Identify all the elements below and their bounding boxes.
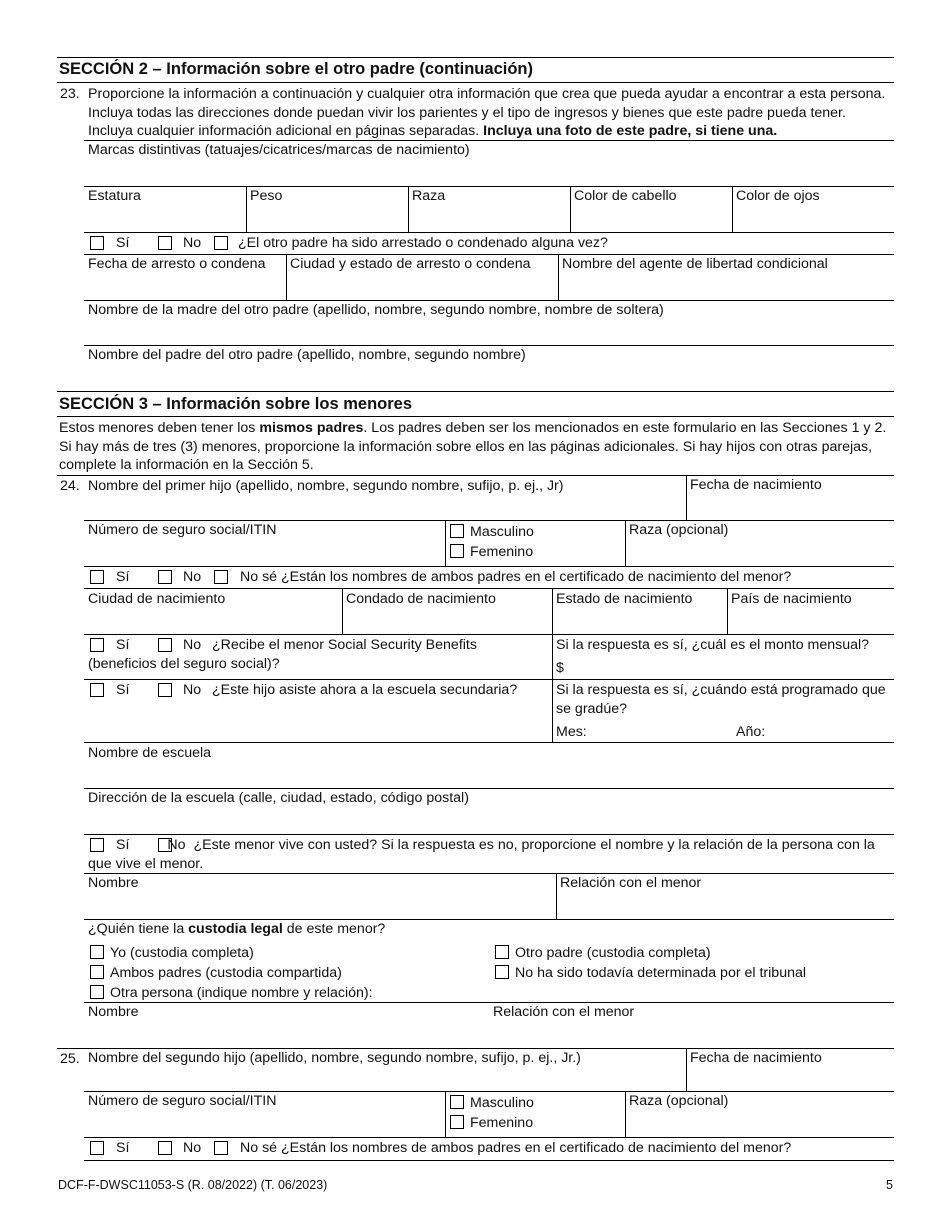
no-label: No	[183, 235, 202, 251]
divider	[342, 588, 343, 634]
monthly-amount-label: Si la respuesta es sí, ¿cuál es el monto mensual?	[556, 637, 870, 653]
rule	[84, 742, 894, 743]
graduation-month-label: Mes:	[556, 724, 587, 740]
lives-with-name-label: Nombre	[88, 875, 139, 891]
custody-other-person-checkbox[interactable]	[90, 985, 104, 999]
distinguishing-marks-label: Marcas distintivas (tatuajes/cicatrices/marcas de nacimiento)	[88, 142, 470, 158]
divider	[445, 1091, 446, 1137]
child1-race-label: Raza (opcional)	[629, 522, 729, 538]
arrest-place-label: Ciudad y estado de arresto o condena	[290, 256, 531, 272]
ss-benefits-no-checkbox[interactable]	[158, 638, 172, 652]
arrested-no-checkbox[interactable]	[158, 236, 172, 250]
child1-both-names-no-checkbox[interactable]	[158, 570, 172, 584]
custody-other-person-label: Otra persona (indique nombre y relación):	[110, 985, 373, 1001]
rule	[84, 232, 894, 233]
no-label: No	[167, 837, 186, 853]
yes-label: Sí	[116, 1140, 130, 1156]
question-23-number: 23.	[60, 86, 80, 102]
distinguishing-marks-field[interactable]	[84, 158, 894, 184]
child1-female-checkbox[interactable]	[450, 544, 464, 558]
custody-relation-label: Relación con el menor	[493, 1004, 635, 1020]
custody-name-label: Nombre	[88, 1004, 139, 1020]
dont-know-text: No sé	[240, 569, 278, 585]
custody-both-checkbox[interactable]	[90, 965, 104, 979]
custody-other-parent-checkbox[interactable]	[495, 945, 509, 959]
custody-question	[88, 920, 385, 938]
page-number: 5	[886, 1178, 893, 1192]
divider	[286, 254, 287, 300]
rule	[84, 566, 894, 567]
child1-dob-label: Fecha de nacimiento	[690, 477, 822, 493]
lives-with-question-block	[88, 836, 894, 873]
hair-color-label: Color de cabello	[574, 188, 677, 204]
father-name-label: Nombre del padre del otro padre (apellido, nombre, segundo nombre)	[88, 347, 526, 363]
no-label: No	[183, 569, 202, 585]
intro-rest: . Los padres deben ser los mencionados en este formulario en las Secciones 1 y 2. Si hay más de tres (3) menores, proporcione la información sobre ellos en las páginas adicionales. Si hay hijos con otras parejas, complete la información en la Sección 5.	[59, 420, 887, 473]
child1-ssn-label: Número de seguro social/ITIN	[88, 522, 277, 538]
divider	[556, 873, 557, 919]
q23-photo-note: Incluya una foto de este padre, si tiene una.	[483, 123, 778, 139]
birth-city-label: Ciudad de nacimiento	[88, 591, 226, 607]
intro-start: Estos menores deben tener los	[59, 420, 256, 436]
child2-both-names-dontknow-checkbox[interactable]	[214, 1141, 228, 1155]
section3-top-rule	[57, 391, 894, 392]
rule	[84, 834, 894, 835]
child1-both-names-dontknow-checkbox[interactable]	[214, 570, 228, 584]
high-school-no-checkbox[interactable]	[158, 683, 172, 697]
divider	[408, 186, 409, 232]
graduation-question: Si la respuesta es sí, ¿cuándo está programado que se gradúe?	[556, 682, 886, 717]
second-child-name-label: Nombre del segundo hijo (apellido, nombre, segundo nombre, sufijo, p. ej., Jr.)	[88, 1050, 581, 1066]
child2-male-checkbox[interactable]	[450, 1095, 464, 1109]
divider	[552, 588, 553, 634]
dollar-sign: $	[556, 660, 564, 676]
dont-know-label-2	[240, 1139, 791, 1157]
section2-top-rule	[57, 57, 894, 58]
ss-benefits-question-cont: (beneficios del seguro social)?	[88, 656, 280, 672]
school-address-label: Dirección de la escuela (calle, ciudad, estado, código postal)	[88, 790, 469, 806]
child2-female-checkbox[interactable]	[450, 1115, 464, 1129]
q23-instructions: Proporcione la información a continuación y cualquier otra información que crea que pueda ayudar a encontrar a esta persona. Incluya todas las direcciones donde puedan vivir los parientes y el tipo de ingresos y bienes que este padre pueda tener. Incluya cualquier información adicional en páginas separadas.	[88, 86, 886, 139]
arrest-date-label: Fecha de arresto o condena	[88, 256, 266, 272]
divider	[246, 186, 247, 232]
no-label: No	[183, 1140, 202, 1156]
birth-country-label: País de nacimiento	[731, 591, 852, 607]
section3-intro	[59, 419, 894, 475]
divider	[552, 679, 553, 742]
divider	[686, 475, 687, 520]
section2-title: SECCIÓN 2 – Información sobre el otro padre (continuación)	[59, 60, 533, 78]
rule	[84, 634, 894, 635]
custody-q-start: ¿Quién tiene la	[88, 921, 185, 937]
divider	[445, 520, 446, 566]
male-label: Masculino	[470, 1095, 534, 1111]
mother-name-label: Nombre de la madre del otro padre (apellido, nombre, segundo nombre, nombre de soltera)	[88, 302, 664, 318]
divider	[570, 186, 571, 232]
child1-male-checkbox[interactable]	[450, 524, 464, 538]
lives-with-relation-label: Relación con el menor	[560, 875, 702, 891]
custody-me-checkbox[interactable]	[90, 945, 104, 959]
child2-both-names-yes-checkbox[interactable]	[90, 1141, 104, 1155]
rule	[57, 82, 894, 83]
divider	[625, 1091, 626, 1137]
custody-q-end: de este menor?	[286, 921, 386, 937]
custody-undetermined-label: No ha sido todavía determinada por el tribunal	[515, 965, 807, 981]
graduation-year-label: Año:	[736, 724, 766, 740]
rule	[84, 1137, 894, 1138]
both-parents-question: ¿Están los nombres de ambos padres en el certificado de nacimiento del menor?	[281, 1140, 792, 1156]
custody-both-label: Ambos padres (custodia compartida)	[110, 965, 342, 981]
yes-label: Sí	[116, 235, 130, 251]
lives-with-question: ¿Este menor vive con usted? Si la respuesta es no, proporcione el nombre y la relación de la persona con la que vive el menor.	[88, 837, 875, 872]
divider	[558, 254, 559, 300]
dont-know-text: No sé	[240, 1140, 278, 1156]
yes-label: Sí	[116, 569, 130, 585]
divider	[732, 186, 733, 232]
race-label: Raza	[412, 188, 446, 204]
custody-me-label: Yo (custodia completa)	[110, 945, 254, 961]
high-school-question: ¿Este hijo asiste ahora a la escuela secundaria?	[212, 682, 518, 698]
section3-title: SECCIÓN 3 – Información sobre los menores	[59, 395, 413, 413]
female-label: Femenino	[470, 1115, 534, 1131]
male-label: Masculino	[470, 524, 534, 540]
yes-label: Sí	[116, 682, 130, 698]
ss-benefits-question: ¿Recibe el menor Social Security Benefits	[212, 637, 477, 653]
rule	[84, 1002, 894, 1003]
rule	[84, 588, 894, 589]
female-label: Femenino	[470, 544, 534, 560]
parole-officer-label: Nombre del agente de libertad condicional	[562, 256, 828, 272]
form-id: DCF-F-DWSC11053-S (R. 08/2022) (T. 06/2023)	[58, 1178, 328, 1192]
custody-other-parent-label: Otro padre (custodia completa)	[515, 945, 711, 961]
both-parents-question: ¿Están los nombres de ambos padres en el certificado de nacimiento del menor?	[281, 569, 792, 585]
rule	[84, 679, 894, 680]
rule	[57, 416, 894, 417]
first-child-name-label: Nombre del primer hijo (apellido, nombre, segundo nombre, sufijo, p. ej., Jr)	[88, 478, 564, 494]
child2-race-label: Raza (opcional)	[629, 1093, 729, 1109]
divider	[686, 1048, 687, 1091]
eye-color-label: Color de ojos	[736, 188, 820, 204]
yes-label: Sí	[116, 637, 130, 653]
dont-know-label	[240, 568, 791, 586]
height-label: Estatura	[88, 188, 141, 204]
weight-label: Peso	[250, 188, 283, 204]
question-23-text	[88, 85, 894, 141]
rule	[84, 873, 894, 874]
school-name-label: Nombre de escuela	[88, 745, 212, 761]
question-24-number: 24.	[60, 478, 80, 494]
child2-both-names-no-checkbox[interactable]	[158, 1141, 172, 1155]
divider	[625, 520, 626, 566]
custody-q-bold: custodia legal	[188, 921, 283, 937]
divider	[727, 588, 728, 634]
birth-state-label: Estado de nacimiento	[556, 591, 693, 607]
ss-benefits-yes-checkbox[interactable]	[90, 638, 104, 652]
no-label: No	[183, 637, 202, 653]
arrested-yes-checkbox[interactable]	[90, 236, 104, 250]
custody-undetermined-checkbox[interactable]	[495, 965, 509, 979]
yes-label: Sí	[116, 837, 130, 853]
child1-both-names-yes-checkbox[interactable]	[90, 570, 104, 584]
divider	[552, 634, 553, 679]
intro-same-parents: mismos padres	[259, 420, 364, 436]
child2-dob-label: Fecha de nacimiento	[690, 1050, 822, 1066]
arrested-unknown-checkbox[interactable]	[214, 236, 228, 250]
no-label: No	[183, 682, 202, 698]
high-school-yes-checkbox[interactable]	[90, 683, 104, 697]
question-25-number: 25.	[60, 1051, 80, 1067]
rule	[84, 1160, 894, 1161]
birth-county-label: Condado de nacimiento	[346, 591, 496, 607]
arrested-question: ¿El otro padre ha sido arrestado o condenado alguna vez?	[238, 235, 608, 251]
child2-ssn-label: Número de seguro social/ITIN	[88, 1093, 277, 1109]
